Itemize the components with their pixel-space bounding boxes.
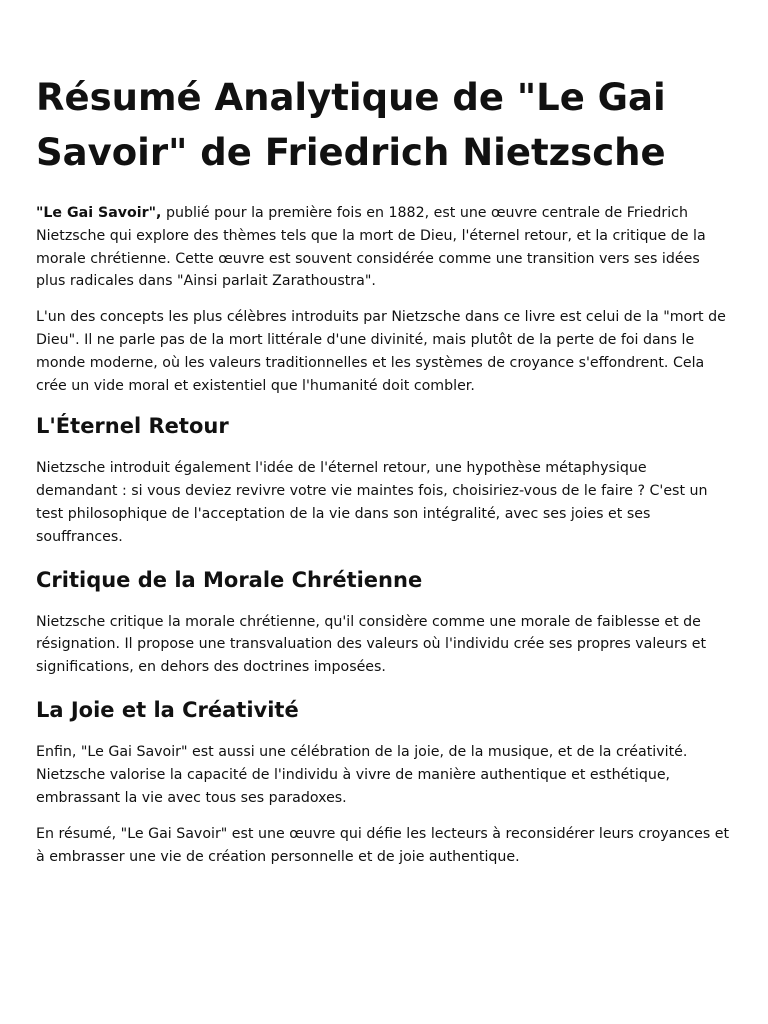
heading-christian-morality: Critique de la Morale Chrétienne <box>36 567 423 592</box>
christian-morality-paragraph: Nietzsche critique la morale chrétienne, qu'il considère comme une morale de faiblesse et de résignation. Il propose une transvaluation des valeurs où l'individu crée ses propres valeurs et significations, en dehors des doctrines imposées. <box>36 613 707 676</box>
heading-joy-creativity: La Joie et la Créativité <box>36 697 299 722</box>
death-of-god-paragraph: L'un des concepts les plus célèbres introduits par Nietzsche dans ce livre est celui de la "mort de Dieu". Il ne parle pas de la mort littérale d'une divinité, mais plutôt de la perte de foi dans le monde moderne, où les valeurs traditionnelles et les systèmes de croyance s'effondrent. Cela crée un vide moral et existentiel que l'humanité doit combler. <box>36 309 726 394</box>
heading-eternal-return: L'Éternel Retour <box>36 414 229 439</box>
intro-text: publié pour la première fois en 1882, est une œuvre centrale de Friedrich Nietzsche qui explore des thèmes tels que la mort de Dieu, l'éternel retour, et la critique de la morale chrétienne. Cette œuvre est souvent considérée comme une transition vers ses idées plus radicales dans "Ainsi parlait Zarathoustra". <box>36 205 706 290</box>
conclusion-paragraph: En résumé, "Le Gai Savoir" est une œuvre qui défie les lecteurs à reconsidérer leurs croyances et à embrasser une vie de création personnelle et de joie authentique. <box>36 826 730 866</box>
joy-creativity-paragraph: Enfin, "Le Gai Savoir" est aussi une célébration de la joie, de la musique, et de la créativité. Nietzsche valorise la capacité de l'individu à vivre de manière authentique et esthétique, embrassant la vie avec tous ses paradoxes. <box>36 743 688 806</box>
intro-book-title: "Le Gai Savoir", <box>36 205 162 221</box>
page-title: Résumé Analytique de "Le Gai Savoir" de Friedrich Nietzsche <box>36 76 666 174</box>
intro-paragraph <box>36 202 732 293</box>
eternal-return-paragraph: Nietzsche introduit également l'idée de l'éternel retour, une hypothèse métaphysique demandant : si vous deviez revivre votre vie maintes fois, choisiriez-vous de le faire ? C'est un test philosophique de l'acceptation de la vie dans son intégralité, avec ses joies et ses souffrances. <box>36 460 708 545</box>
